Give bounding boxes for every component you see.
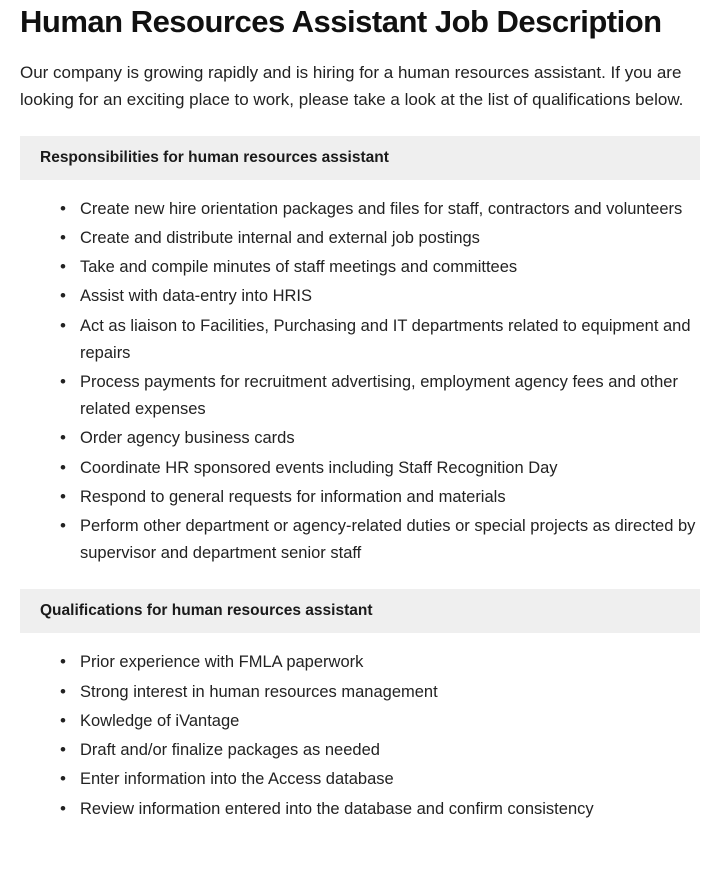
- intro-paragraph: Our company is growing rapidly and is hiring for a human resources assistant. If you are looking for an exciting place to work, please take a look at the list of qualifications below.: [20, 62, 684, 110]
- list-item: • Respond to general requests for information and materials: [60, 484, 700, 511]
- list-item: • Take and compile minutes of staff meetings and committees: [60, 254, 700, 281]
- list-item: • Process payments for recruitment advertising, employment agency fees and other related expenses: [60, 369, 700, 423]
- list-item: • Assist with data-entry into HRIS: [60, 283, 700, 310]
- list-item: • Review information entered into the database and confirm consistency: [60, 796, 700, 823]
- list-item: • Strong interest in human resources management: [60, 679, 700, 706]
- list-item: • Kowledge of iVantage: [60, 708, 700, 735]
- list-item: • Create new hire orientation packages and files for staff, contractors and volunteers: [60, 196, 700, 223]
- section-header-responsibilities: Responsibilities for human resources assistant: [20, 136, 700, 180]
- list-item: • Order agency business cards: [60, 425, 700, 452]
- page-title: Human Resources Assistant Job Description: [20, 4, 662, 39]
- list-item: • Enter information into the Access database: [60, 766, 700, 793]
- list-item: • Act as liaison to Facilities, Purchasing and IT departments related to equipment and repairs: [60, 313, 700, 367]
- section-header-qualifications: Qualifications for human resources assistant: [20, 589, 700, 633]
- list-item: • Create and distribute internal and external job postings: [60, 225, 700, 252]
- list-item: • Perform other department or agency-related duties or special projects as directed by supervisor and department senior staff: [60, 513, 700, 567]
- responsibilities-list: [20, 196, 700, 568]
- list-item: • Coordinate HR sponsored events including Staff Recognition Day: [60, 455, 700, 482]
- list-item: • Prior experience with FMLA paperwork: [60, 649, 700, 676]
- list-item: • Draft and/or finalize packages as needed: [60, 737, 700, 764]
- qualifications-list: [20, 649, 700, 822]
- document-page: [0, 4, 720, 823]
